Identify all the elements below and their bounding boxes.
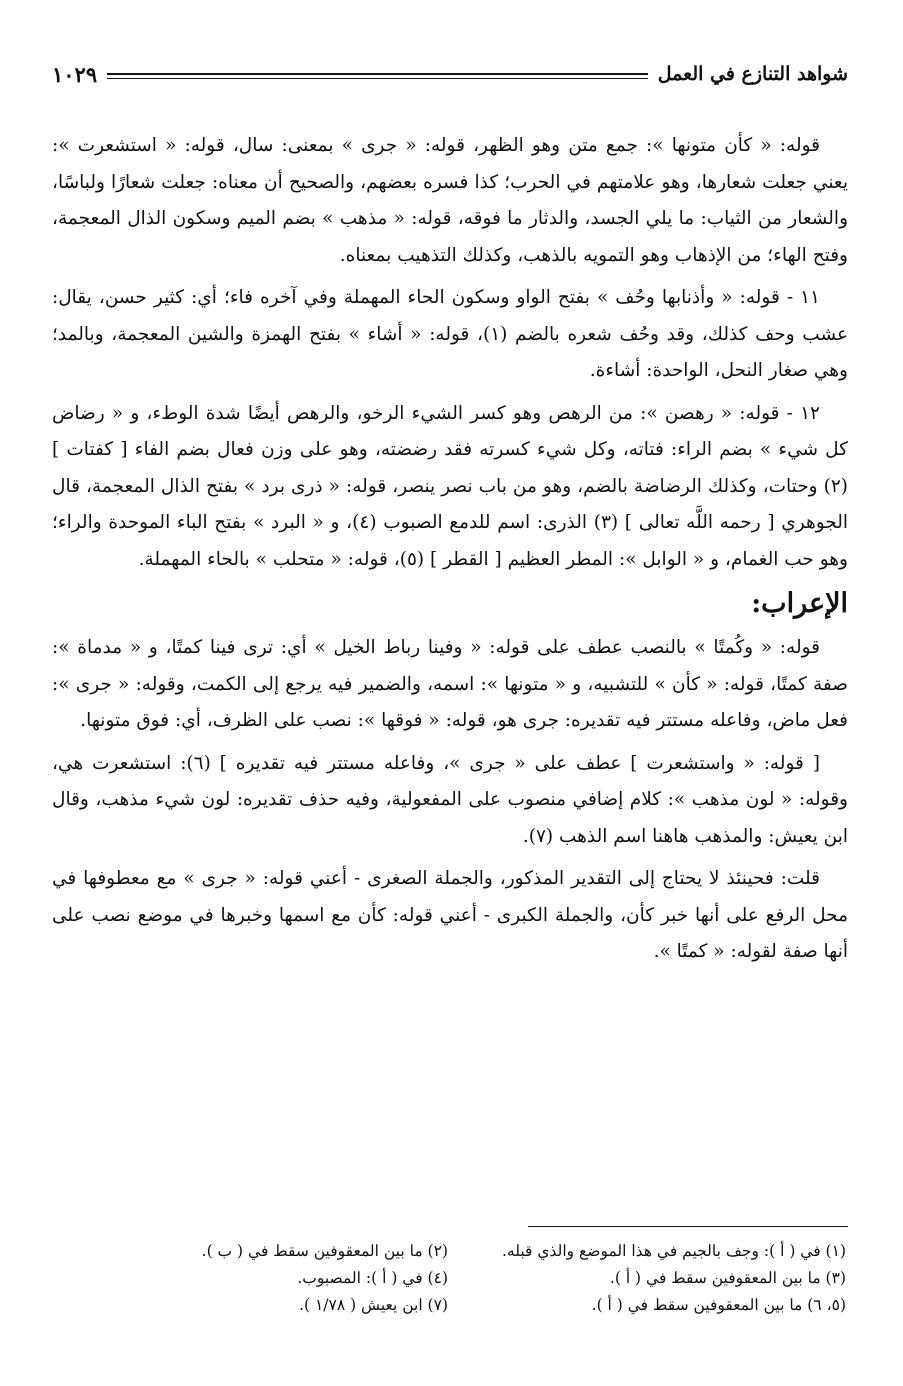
footnote-7: (٧) ابن يعيش ( ١/٧٨ ). bbox=[299, 1296, 448, 1314]
paragraph-3: ١٢ - قوله: « رهصن »: من الرهص وهو كسر الشيء الرخو، والرهص أيضًا شدة الوطء، و « رضاض كل شيء » بضم الراء: فتاته، وكل شيء كسرته فقد رضضته، وهو على وزن فعال بضم الفاء [ كفتات ] (٢) وحتات، وكذلك الرضاضة بالضم، وهو من باب نصر ينصر، قوله: « ذرى برد » بفتح الذال المعجمة، قال الجوهري [ رحمه اللَّه تعالى ] (٣) الذرى: اسم للدمع الصبوب (٤)، و « البرد » بفتح الباء الموحدة والراء؛ وهو حب الغمام، و « الوابل »: المطر العظيم [ القطر ] (٥)، قوله: « متحلب » بالحاء المهملة. bbox=[52, 402, 849, 570]
footnote-row bbox=[52, 1238, 848, 1265]
page-number: ١٠٢٩ bbox=[52, 61, 98, 87]
running-title: شواهد التنازع في العمل bbox=[657, 63, 848, 85]
footnotes bbox=[52, 1238, 848, 1319]
section-heading: الإعراب: bbox=[751, 588, 848, 619]
paragraph-2: ١١ - قوله: « وأذنابها وحُف » بفتح الواو وسكون الحاء المهملة وفي آخره فاء؛ أي: كثير حسن، يقال: عشب وحف كذلك، وقد وحُف شعره بالضم (١)، قوله: « أشاء » بفتح الهمزة والشين المعجمة، وبالمد؛ وهي صغار النحل، الواحدة: أشاءة. bbox=[52, 287, 848, 381]
footnote-divider bbox=[528, 1226, 848, 1227]
paragraph-1: قوله: « كأن متونها »: جمع متن وهو الظهر، قوله: « جرى » بمعنى: سال، قوله: « استشعرت »: يعني جعلت شعارها، وهو علامتهم في الحرب؛ كذا فسره بعضهم، والصحيح أن معناه: جعلت شعارًا ولباسًا، والشعار من الثياب: ما يلي الجسد، والدثار ما فوقه، قوله: « مذهب » بضم الميم وسكون الذال المعجمة، وفتح الهاء؛ من الإذهاب وهو التمويه بالذهب، وكذلك التذهيب بمعناه. bbox=[52, 135, 848, 266]
paragraph-4: قوله: « وكُمتًا » بالنصب عطف على قوله: « وفينا رباط الخيل » أي: ترى فينا كمتًا، و « مدماة »: صفة كمتًا، قوله: « كأن » للتشبيه، و « متونها »: اسمه، والضمير فيه يرجع إلى الكمت، وقوله: « جرى »: فعل ماض، وفاعله مستتر فيه تقديره: جرى هو، قوله: « فوقها »: نصب على الظرف، أي: فوق متونها. bbox=[52, 637, 848, 731]
footnote-3: (٣) ما بين المعقوفين سقط في ( أ ). bbox=[609, 1269, 846, 1287]
footnote-5-6: (٥، ٦) ما بين المعقوفين سقط في ( أ ). bbox=[591, 1296, 846, 1314]
footnote-row bbox=[52, 1265, 848, 1292]
main-text bbox=[52, 128, 848, 977]
paragraph-6: قلت: فحينئذ لا يحتاج إلى التقدير المذكور، والجملة الصغرى - أعني قوله: « جرى » مع معطوفها في محل الرفع على أنها خبر كأن، والجملة الكبرى - أعني قوله: كأن مع اسمها وخبرها في موضع نصب على أنها صفة لقوله: « كمتًا ». bbox=[52, 868, 848, 962]
header-rule bbox=[107, 73, 648, 79]
footnote-2: (٢) ما بين المعقوفين سقط في ( ب ). bbox=[201, 1242, 448, 1260]
footnote-1: (١) في ( أ ): وجف بالجيم في هذا الموضع والذي قبله. bbox=[501, 1242, 846, 1260]
footnote-row bbox=[52, 1292, 848, 1319]
footnote-4: (٤) في ( أ ): المصبوب. bbox=[297, 1269, 448, 1287]
running-header bbox=[52, 56, 848, 92]
paragraph-5: [ قوله: « واستشعرت ] عطف على « جرى »، وفاعله مستتر فيه تقديره ] (٦): استشعرت هي، وقوله: « لون مذهب »: كلام إضافي منصوب على المفعولية، وفيه حذف تقديره: لون شيء مذهب، وقال ابن يعيش: والمذهب هاهنا اسم الذهب (٧). bbox=[52, 752, 848, 847]
